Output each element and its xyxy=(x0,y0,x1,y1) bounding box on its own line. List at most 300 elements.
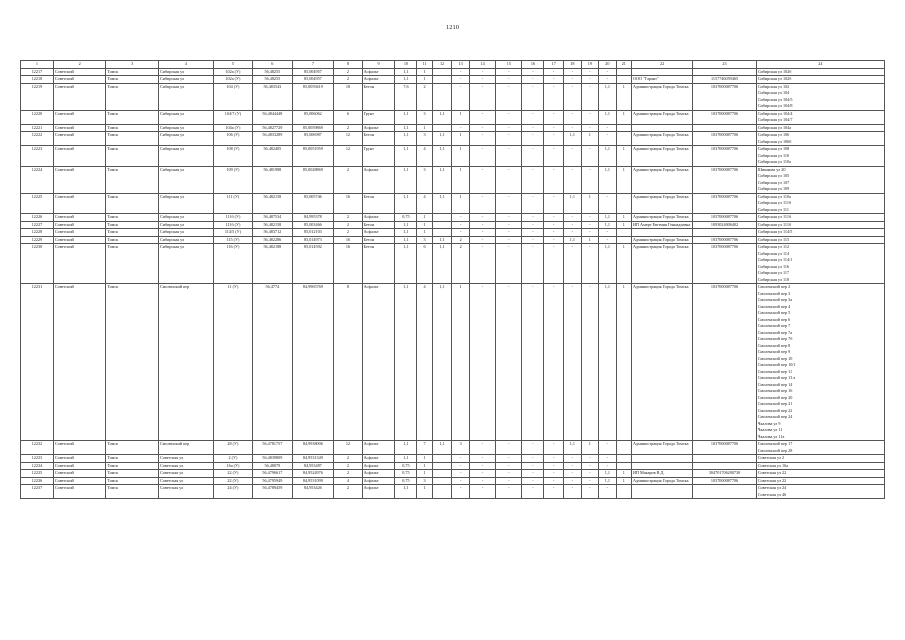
column-number: 7 xyxy=(292,61,334,69)
cell-owner: Администрация Города Томска xyxy=(631,83,692,110)
cell-c11: 1 xyxy=(417,214,432,222)
cell-c12 xyxy=(432,470,452,478)
cell-floors: 16 xyxy=(334,236,362,244)
cell-lon: 85,014592 xyxy=(292,244,334,284)
cell-street: Смоленский пер xyxy=(158,441,213,455)
cell-city: Томск xyxy=(106,132,159,146)
column-number: 18 xyxy=(564,61,582,69)
cell-house: 106 (У) xyxy=(213,132,252,146)
cell-c15: - xyxy=(496,166,522,193)
cell-c13: - xyxy=(452,221,470,229)
cell-lat: 56,482158 xyxy=(253,193,292,214)
cell-street: Сибирская ул xyxy=(158,214,213,222)
cell-c18: - xyxy=(564,477,582,485)
cell-id: 12225 xyxy=(21,193,54,214)
cell-owner xyxy=(631,455,692,463)
cell-c19: 1 xyxy=(581,132,599,146)
cell-house: 24 (У) xyxy=(213,485,252,499)
cell-c17: - xyxy=(544,229,564,237)
table-row xyxy=(21,470,885,478)
cell-owner xyxy=(631,229,692,237)
cell-c16: - xyxy=(522,146,544,167)
cell-c10: 1,1 xyxy=(395,76,417,84)
address-line: Сибирская ул 106 xyxy=(757,132,790,137)
table-row xyxy=(21,455,885,463)
cell-c18: - xyxy=(564,455,582,463)
cell-c17: - xyxy=(544,284,564,441)
cell-inn: 1037000087706 xyxy=(693,244,757,284)
cell-c21 xyxy=(616,193,631,214)
cell-c10: 0,75 xyxy=(395,462,417,470)
cell-c16: - xyxy=(522,110,544,124)
cell-house: 111б (У) xyxy=(213,214,252,222)
address-line: Сибирская ул 111 xyxy=(757,206,789,212)
cell-floors: 2 xyxy=(334,470,362,478)
cell-id: 12231 xyxy=(21,284,54,441)
cell-c18: - xyxy=(564,76,582,84)
cell-floors: 2 xyxy=(334,462,362,470)
cell-c18: - xyxy=(564,470,582,478)
cell-c19: - xyxy=(581,477,599,485)
page-number: 1210 xyxy=(446,24,459,31)
address-line: Смоленский пер 28 xyxy=(757,447,793,453)
cell-addresses xyxy=(756,193,884,214)
cell-c14: - xyxy=(469,470,495,478)
column-number: 21 xyxy=(616,61,631,69)
cell-district: Советский xyxy=(53,166,106,193)
address-line: Шишкова ул 20 xyxy=(757,166,786,172)
cell-c21: 1 xyxy=(616,146,631,167)
cell-c21: 1 xyxy=(616,214,631,222)
cell-c12: 1,1 xyxy=(432,132,452,146)
cell-inn: 1037000087706 xyxy=(693,236,757,244)
address-line: Смоленский пер 10 xyxy=(757,355,793,361)
cell-inn: 1037000087706 xyxy=(693,132,757,146)
cell-district: Советский xyxy=(53,124,106,132)
cell-c19: - xyxy=(581,83,599,110)
cell-id: 12224 xyxy=(21,166,54,193)
cell-c20: - xyxy=(599,229,617,237)
cell-owner: ИП Амерт Евгения Геннадьевна xyxy=(631,221,692,229)
register-table xyxy=(20,60,885,499)
cell-c12: 1,1 xyxy=(432,166,452,193)
address-line: Сибирская ул 114/5 xyxy=(757,229,793,234)
address-line: Чкалова ул 9 xyxy=(757,420,781,426)
cell-c10: 1,1 xyxy=(395,110,417,124)
cell-id: 12233 xyxy=(21,455,54,463)
cell-c13: - xyxy=(452,124,470,132)
cell-floors: 4 xyxy=(334,477,362,485)
cell-city: Томск xyxy=(106,284,159,441)
address-line: Смоленский пер 17 xyxy=(757,441,793,446)
cell-street: Сибирская ул xyxy=(158,193,213,214)
cell-c11: 1 xyxy=(417,124,432,132)
cell-c19: - xyxy=(581,166,599,193)
cell-c16: - xyxy=(522,193,544,214)
cell-c15: - xyxy=(496,132,522,146)
cell-c15: - xyxy=(496,236,522,244)
cell-c11: 3 xyxy=(417,132,432,146)
cell-c16: - xyxy=(522,124,544,132)
cell-c20: - xyxy=(599,236,617,244)
cell-lat: 56,483712 xyxy=(253,229,292,237)
address-line: Сибирская ул 102б xyxy=(757,76,792,81)
cell-house: 114/5 (У) xyxy=(213,229,252,237)
cell-house: 116 (У) xyxy=(213,244,252,284)
cell-c14: - xyxy=(469,193,495,214)
cell-id: 12219 xyxy=(21,83,54,110)
cell-c10: 1,1 xyxy=(395,193,417,214)
cell-c13: - xyxy=(452,470,470,478)
cell-c17: - xyxy=(544,68,564,76)
address-line: Смоленский пер 13 а xyxy=(757,375,796,380)
cell-city: Томск xyxy=(106,166,159,193)
cell-surface: Асфальт xyxy=(362,462,395,470)
address-line: Смоленский пер 8 xyxy=(757,342,791,348)
cell-c16: - xyxy=(522,462,544,470)
cell-c10: 0,75 xyxy=(395,214,417,222)
cell-c11: 1 xyxy=(417,229,432,237)
cell-street: Сибирская ул xyxy=(158,166,213,193)
cell-street: Сибирская ул xyxy=(158,68,213,76)
cell-inn: 304701706200730 xyxy=(693,470,757,478)
cell-street: Сибирская ул xyxy=(158,124,213,132)
cell-surface: Бетон xyxy=(362,236,395,244)
cell-c18: 1,1 xyxy=(564,441,582,455)
cell-c10: 1,1 xyxy=(395,146,417,167)
table-row xyxy=(21,68,885,76)
cell-house: 108 (У) xyxy=(213,146,252,167)
cell-lat: 56,4796617 xyxy=(253,470,292,478)
cell-floors: 2 xyxy=(334,166,362,193)
cell-inn xyxy=(693,124,757,132)
cell-c10: 7,6 xyxy=(395,83,417,110)
cell-owner: Администрация Города Томска xyxy=(631,166,692,193)
column-number: 15 xyxy=(496,61,522,69)
cell-c16: - xyxy=(522,76,544,84)
cell-addresses xyxy=(756,214,884,222)
cell-lon: 84,9531349 xyxy=(292,455,334,463)
cell-c12: 1,1 xyxy=(432,193,452,214)
cell-c18: - xyxy=(564,284,582,441)
address-line: Сибирская ул 104/4 xyxy=(757,110,793,116)
cell-c16: - xyxy=(522,221,544,229)
cell-lat: 56,4844448 xyxy=(253,110,292,124)
cell-c20: 1,1 xyxy=(599,477,617,485)
cell-c15: - xyxy=(496,244,522,284)
cell-lat: 56,4833289 xyxy=(253,132,292,146)
cell-city: Томск xyxy=(106,485,159,499)
cell-id: 12237 xyxy=(21,485,54,499)
cell-c15: - xyxy=(496,124,522,132)
address-line: Сибирская ул 102 xyxy=(757,83,790,89)
cell-street: Сибирская ул xyxy=(158,76,213,84)
address-line: Советская ул 24 xyxy=(757,485,787,490)
cell-id: 12232 xyxy=(21,441,54,455)
address-line: Смоленский пер 4 xyxy=(757,303,791,309)
cell-c18: - xyxy=(564,166,582,193)
cell-owner xyxy=(631,485,692,499)
cell-c14: - xyxy=(469,485,495,499)
cell-lon: 85,0059869 xyxy=(292,124,334,132)
cell-c10: 1,1 xyxy=(395,221,417,229)
cell-c17: - xyxy=(544,221,564,229)
cell-c20: 1,1 xyxy=(599,244,617,284)
cell-c12: 1,1 xyxy=(432,244,452,284)
cell-c21 xyxy=(616,455,631,463)
cell-c19: - xyxy=(581,110,599,124)
cell-c16: - xyxy=(522,166,544,193)
table-row xyxy=(21,244,885,284)
cell-c19: - xyxy=(581,124,599,132)
table-row xyxy=(21,229,885,237)
table-row xyxy=(21,477,885,485)
cell-c20: - xyxy=(599,455,617,463)
cell-surface: Асфальт xyxy=(362,485,395,499)
cell-c15: - xyxy=(496,221,522,229)
address-line: Смоленский пер 24 xyxy=(757,414,793,419)
cell-owner: Администрация Города Томска xyxy=(631,214,692,222)
cell-inn: 1037000087706 xyxy=(693,441,757,455)
cell-c18: - xyxy=(564,214,582,222)
cell-c14: - xyxy=(469,229,495,237)
cell-c16: - xyxy=(522,455,544,463)
address-line: Смоленский пер 9 xyxy=(757,349,791,354)
cell-c14: - xyxy=(469,244,495,284)
cell-surface: Асфальт xyxy=(362,229,395,237)
cell-floors: 2 xyxy=(334,76,362,84)
cell-c18: - xyxy=(564,146,582,167)
cell-city: Томск xyxy=(106,229,159,237)
column-number: 19 xyxy=(581,61,599,69)
cell-c12 xyxy=(432,462,452,470)
cell-c21: 1 xyxy=(616,83,631,110)
cell-c14: - xyxy=(469,110,495,124)
cell-owner xyxy=(631,68,692,76)
cell-c10: 0,75 xyxy=(395,477,417,485)
cell-street: Сибирская ул xyxy=(158,83,213,110)
cell-owner: Администрация Города Томска xyxy=(631,193,692,214)
cell-district: Советский xyxy=(53,214,106,222)
table-row xyxy=(21,132,885,146)
cell-addresses xyxy=(756,76,884,84)
cell-inn: 1037000087706 xyxy=(693,214,757,222)
cell-c13: - xyxy=(452,83,470,110)
cell-c10: 1,1 xyxy=(395,441,417,455)
cell-surface: Асфальт xyxy=(362,68,395,76)
cell-floors: 12 xyxy=(334,132,362,146)
cell-c18: - xyxy=(564,485,582,499)
address-line: Сибирская ул 104/7 xyxy=(757,117,793,122)
cell-c16: - xyxy=(522,68,544,76)
cell-lon: 85,006987 xyxy=(292,132,334,146)
address-line: Смоленский пер 2 xyxy=(757,284,791,289)
cell-floors: 12 xyxy=(334,441,362,455)
cell-c20: - xyxy=(599,485,617,499)
address-line: Смоленский пер 7 xyxy=(757,323,791,328)
cell-c21 xyxy=(616,229,631,237)
cell-c14: - xyxy=(469,462,495,470)
cell-c12 xyxy=(432,124,452,132)
cell-addresses xyxy=(756,244,884,284)
cell-surface: Асфальт xyxy=(362,441,395,455)
cell-owner: Администрация Города Томска xyxy=(631,441,692,455)
cell-district: Советский xyxy=(53,462,106,470)
cell-city: Томск xyxy=(106,477,159,485)
cell-street: Советская ул xyxy=(158,485,213,499)
cell-c20: - xyxy=(599,76,617,84)
cell-c12: 1,1 xyxy=(432,441,452,455)
cell-c21: 1 xyxy=(616,244,631,284)
cell-city: Томск xyxy=(106,110,159,124)
cell-c12 xyxy=(432,477,452,485)
cell-c10: 1,1 xyxy=(395,132,417,146)
cell-district: Советский xyxy=(53,229,106,237)
cell-c12 xyxy=(432,485,452,499)
cell-c19: 1 xyxy=(581,441,599,455)
cell-inn xyxy=(693,68,757,76)
cell-lon: 85,003466 xyxy=(292,221,334,229)
cell-street: Советская ул xyxy=(158,470,213,478)
cell-addresses xyxy=(756,236,884,244)
table-row xyxy=(21,110,885,124)
cell-c14: - xyxy=(469,83,495,110)
cell-floors: 2 xyxy=(334,221,362,229)
address-line: Сибирская ул 110а xyxy=(757,193,791,199)
table-row xyxy=(21,441,885,455)
address-line: Чкалова ул 11а xyxy=(757,433,785,439)
cell-c10: 1,1 xyxy=(395,229,417,237)
cell-c14: - xyxy=(469,236,495,244)
cell-district: Советский xyxy=(53,193,106,214)
cell-owner: Администрация Города Томска xyxy=(631,477,692,485)
address-line: Сибирская ул 104/8 xyxy=(757,103,793,108)
column-number: 24 xyxy=(756,61,884,69)
address-line: Сибирская ул 109 xyxy=(757,186,790,191)
cell-floors: 2 xyxy=(334,229,362,237)
cell-floors: 2 xyxy=(334,455,362,463)
cell-lat: 56,4781757 xyxy=(253,441,292,455)
cell-c20: - xyxy=(599,124,617,132)
cell-city: Томск xyxy=(106,83,159,110)
cell-surface: Асфальт xyxy=(362,470,395,478)
cell-id: 12234 xyxy=(21,462,54,470)
cell-floors: 16 xyxy=(334,244,362,284)
cell-surface: Асфальт xyxy=(362,124,395,132)
address-line: Сибирская ул 107 xyxy=(757,179,790,185)
cell-floors: 2 xyxy=(334,485,362,499)
cell-inn: 1037000087706 xyxy=(693,146,757,167)
cell-c21 xyxy=(616,462,631,470)
cell-id: 12230 xyxy=(21,244,54,284)
cell-lat: 56,48079 xyxy=(253,462,292,470)
cell-surface: Бетон xyxy=(362,244,395,284)
cell-addresses xyxy=(756,83,884,110)
cell-house: 28 (У) xyxy=(213,441,252,455)
cell-c20: - xyxy=(599,132,617,146)
cell-lat: 56,48255 xyxy=(253,76,292,84)
cell-c10: 1,1 xyxy=(395,166,417,193)
address-line: Смоленский пер 5 xyxy=(757,310,791,315)
cell-street: Сибирская ул xyxy=(158,229,213,237)
cell-owner: Администрация Города Томска xyxy=(631,236,692,244)
cell-floors: 12 xyxy=(334,146,362,167)
cell-c18: - xyxy=(564,83,582,110)
cell-c13: 3 xyxy=(452,441,470,455)
cell-inn xyxy=(693,229,757,237)
cell-c10: 1,1 xyxy=(395,485,417,499)
cell-c11: 7 xyxy=(417,441,432,455)
cell-floors: 2 xyxy=(334,124,362,132)
table-row xyxy=(21,462,885,470)
cell-floors: 2 xyxy=(334,68,362,76)
cell-c12 xyxy=(432,229,452,237)
cell-c15: - xyxy=(496,284,522,441)
address-line: Советская ул 22 xyxy=(757,470,787,475)
cell-c18: 1,1 xyxy=(564,132,582,146)
cell-c11: 3 xyxy=(417,477,432,485)
cell-lon: 85,005746 xyxy=(292,193,334,214)
cell-c19: - xyxy=(581,68,599,76)
cell-addresses xyxy=(756,485,884,499)
cell-c19: - xyxy=(581,76,599,84)
cell-c17: - xyxy=(544,83,564,110)
table-row xyxy=(21,76,885,84)
cell-c20: - xyxy=(599,462,617,470)
table-row xyxy=(21,221,885,229)
cell-c11: 4 xyxy=(417,284,432,441)
cell-inn: 1157746059465 xyxy=(693,76,757,84)
cell-c13: - xyxy=(452,462,470,470)
cell-house: 115 (У) xyxy=(213,236,252,244)
cell-c15: - xyxy=(496,83,522,110)
cell-c11: 1 xyxy=(417,76,432,84)
cell-c21 xyxy=(616,132,631,146)
cell-addresses xyxy=(756,441,884,455)
cell-lon: 84,9524976 xyxy=(292,470,334,478)
cell-id: 12218 xyxy=(21,76,54,84)
cell-surface: Грунт xyxy=(362,110,395,124)
cell-house: 22 (У) xyxy=(213,477,252,485)
address-line: Сибирская ул 104 xyxy=(757,90,790,95)
cell-id: 12236 xyxy=(21,477,54,485)
cell-lat: 56,482188 xyxy=(253,244,292,284)
cell-city: Томск xyxy=(106,214,159,222)
cell-c11: 2 xyxy=(417,83,432,110)
cell-surface: Бетон xyxy=(362,83,395,110)
cell-lat: 56,4839809 xyxy=(253,455,292,463)
cell-street: Сибирская ул xyxy=(158,244,213,284)
cell-surface: Асфальт xyxy=(362,166,395,193)
cell-c15: - xyxy=(496,229,522,237)
cell-district: Советский xyxy=(53,236,106,244)
cell-house: 109 (У) xyxy=(213,166,252,193)
cell-addresses xyxy=(756,477,884,485)
cell-owner xyxy=(631,462,692,470)
address-line: Сибирская ул 106б xyxy=(757,138,792,144)
cell-c20: 1,1 xyxy=(599,470,617,478)
cell-id: 12229 xyxy=(21,236,54,244)
cell-owner: Администрация Города Томска xyxy=(631,132,692,146)
cell-addresses xyxy=(756,455,884,463)
address-line: Сибирская ул 110а xyxy=(757,159,791,164)
cell-lat: 56,48255 xyxy=(253,68,292,76)
cell-district: Советский xyxy=(53,110,106,124)
cell-lon: 85,0028869 xyxy=(292,166,334,193)
cell-c19: - xyxy=(581,284,599,441)
cell-c17: - xyxy=(544,124,564,132)
cell-c17: - xyxy=(544,485,564,499)
